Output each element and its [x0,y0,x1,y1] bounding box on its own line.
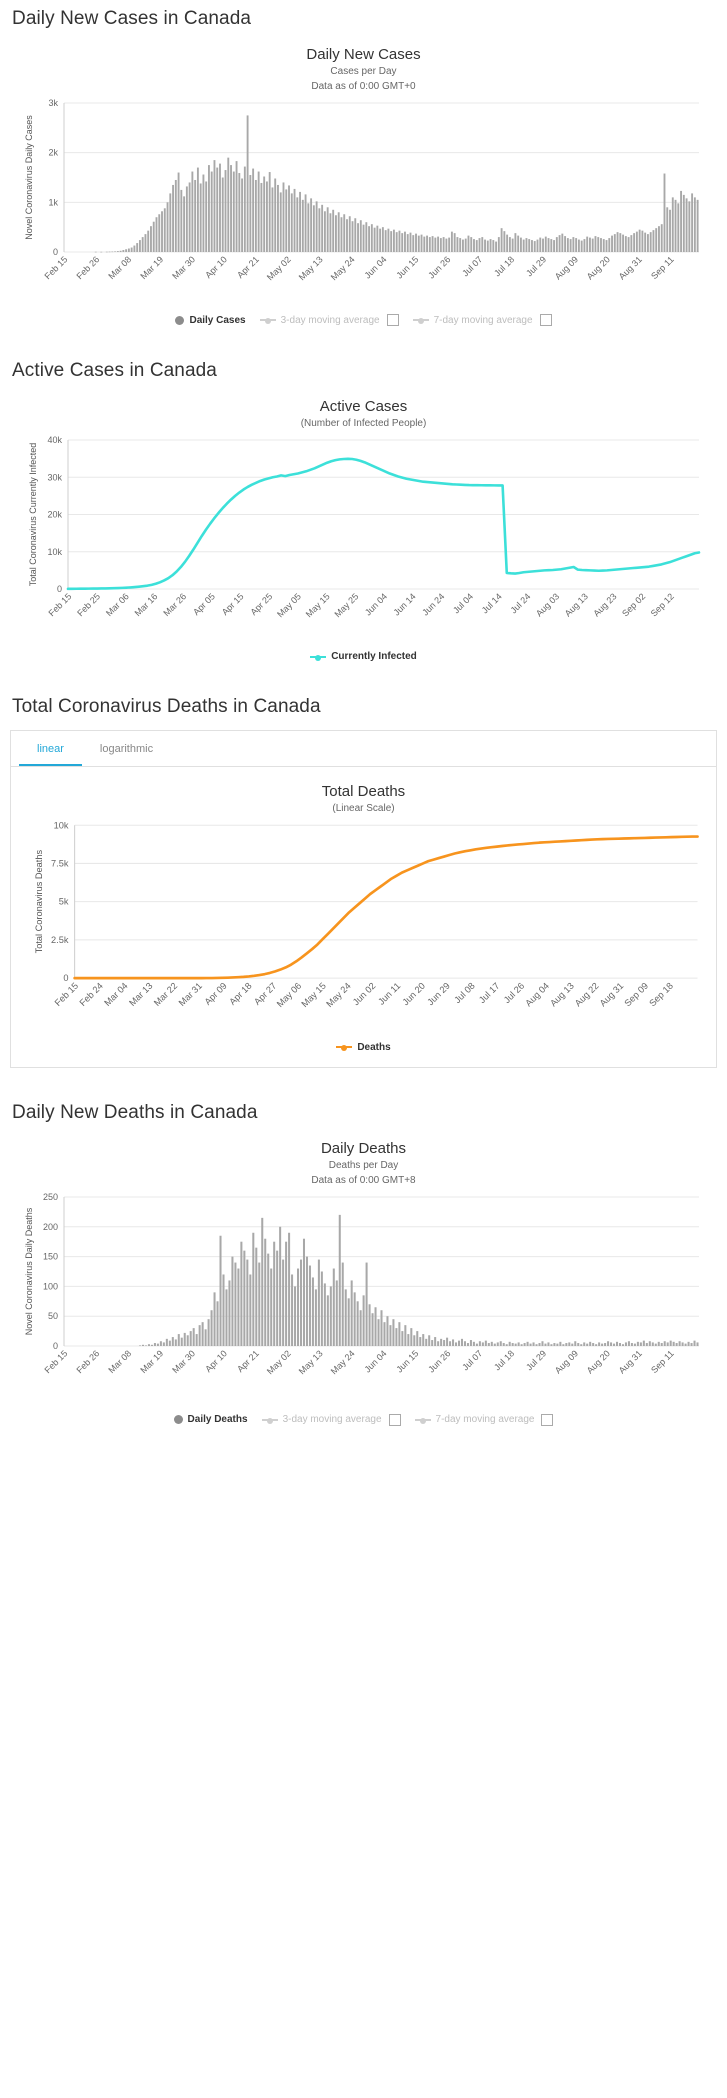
legend-checkbox-7day[interactable] [541,1414,553,1426]
svg-text:Apr 27: Apr 27 [252,980,279,1007]
legend-label: Currently Infected [331,651,417,662]
svg-text:200: 200 [42,1221,58,1232]
legend-label: 3-day moving average [282,1414,382,1426]
svg-text:Jun 14: Jun 14 [391,591,418,618]
svg-text:1k: 1k [48,197,58,208]
chart-title: Active Cases [319,398,408,415]
legend-label: Daily Cases [189,314,246,326]
svg-text:Mar 31: Mar 31 [176,980,205,1009]
legend-line-icon [413,319,429,321]
chart-card-daily-new-cases [10,46,717,326]
svg-text:10k: 10k [47,546,62,557]
svg-text:150: 150 [42,1251,58,1262]
svg-text:Mar 16: Mar 16 [132,591,160,619]
chart-subtitle: (Linear Scale) [332,803,395,814]
svg-text:Sep 11: Sep 11 [649,1347,676,1375]
legend-checkbox-7day[interactable] [540,314,552,326]
legend-label: 7-day moving average [435,1414,535,1426]
section-total-deaths [10,696,717,1068]
svg-text:Feb 24: Feb 24 [77,980,105,1009]
svg-text:2k: 2k [48,147,58,158]
svg-text:Apr 25: Apr 25 [248,591,275,618]
svg-text:Mar 13: Mar 13 [127,980,155,1009]
svg-text:Sep 02: Sep 02 [620,591,648,619]
svg-text:Sep 18: Sep 18 [647,980,676,1009]
page-title-daily-new-cases: Daily New Cases in Canada [12,8,252,29]
svg-text:Feb 25: Feb 25 [75,591,103,619]
svg-text:Jul 18: Jul 18 [492,1347,517,1373]
svg-text:Apr 05: Apr 05 [191,591,217,618]
svg-text:Aug 03: Aug 03 [533,591,562,619]
svg-text:Feb 15: Feb 15 [42,1347,70,1375]
svg-text:Aug 20: Aug 20 [584,254,613,282]
legend-item-deaths[interactable] [336,1042,390,1053]
svg-text:Jun 15: Jun 15 [394,254,421,281]
svg-text:Jul 26: Jul 26 [501,980,527,1006]
svg-text:Mar 26: Mar 26 [161,591,189,619]
plot-active-cases [10,432,717,647]
svg-text:Apr 18: Apr 18 [227,980,254,1007]
plot-svg [10,95,717,310]
svg-text:May 06: May 06 [274,980,304,1010]
svg-text:Mar 19: Mar 19 [138,1347,166,1375]
legend-label: 3-day moving average [280,314,380,326]
legend-line-icon [262,1419,278,1421]
svg-text:2.5k: 2.5k [51,934,69,945]
legend-label: Daily Deaths [187,1414,248,1426]
svg-text:Feb 15: Feb 15 [46,591,74,619]
svg-text:Apr 21: Apr 21 [235,254,261,281]
svg-text:Total Coronavirus Deaths: Total Coronavirus Deaths [33,849,44,954]
legend-line-icon [415,1419,431,1421]
svg-text:Mar 19: Mar 19 [138,254,166,282]
svg-text:3k: 3k [48,98,58,108]
svg-text:Aug 31: Aug 31 [616,254,644,282]
legend-line-icon [336,1046,352,1048]
svg-text:May 05: May 05 [275,591,304,620]
svg-text:Jun 29: Jun 29 [425,980,452,1008]
chart-card-active-cases [10,398,717,662]
svg-text:Sep 09: Sep 09 [622,980,651,1009]
svg-text:5k: 5k [58,896,69,907]
plot-svg [11,817,716,1038]
svg-text:Jul 18: Jul 18 [492,254,517,279]
chart-subtitle-secondary: Data as of 0:00 GMT+8 [311,1174,416,1186]
svg-text:Apr 15: Apr 15 [219,591,246,618]
svg-text:Jun 04: Jun 04 [362,1347,389,1375]
legend-active-cases [10,651,717,662]
svg-text:0: 0 [56,584,62,594]
scale-tabs [11,731,716,767]
svg-text:250: 250 [42,1191,58,1202]
legend-item-7day-avg[interactable] [413,314,552,326]
svg-text:0: 0 [52,247,58,257]
svg-text:Aug 09: Aug 09 [552,1347,581,1376]
svg-text:Feb 15: Feb 15 [42,254,70,282]
svg-text:Jul 29: Jul 29 [524,1347,549,1373]
svg-text:Sep 12: Sep 12 [648,591,677,619]
svg-text:0: 0 [63,973,69,984]
chart-title: Daily New Cases [306,46,421,63]
chart-subtitle-secondary: Data as of 0:00 GMT+0 [311,81,416,92]
section-active-cases [10,360,717,662]
svg-text:Apr 21: Apr 21 [235,1347,261,1374]
svg-text:May 24: May 24 [324,980,353,1010]
svg-text:Jul 07: Jul 07 [460,1347,485,1373]
plot-daily-new-deaths [10,1189,717,1404]
svg-text:Aug 09: Aug 09 [552,254,581,282]
legend-item-7day-avg[interactable] [415,1414,554,1426]
svg-text:May 02: May 02 [264,1347,293,1376]
svg-text:Jun 26: Jun 26 [426,254,453,281]
svg-text:Novel Coronavirus Daily Cases: Novel Coronavirus Daily Cases [24,115,34,240]
legend-item-daily-cases[interactable] [175,315,245,326]
svg-text:Apr 09: Apr 09 [202,980,229,1007]
svg-text:May 25: May 25 [332,591,361,620]
svg-text:Feb 26: Feb 26 [74,1347,102,1375]
svg-text:May 13: May 13 [296,1347,325,1376]
chart-title: Total Deaths [321,783,406,800]
legend-label: Deaths [357,1041,391,1053]
svg-text:Mar 30: Mar 30 [170,1347,198,1375]
svg-text:7.5k: 7.5k [51,858,69,869]
svg-text:Jul 29: Jul 29 [524,254,549,279]
svg-text:Jul 24: Jul 24 [508,591,533,616]
section-daily-new-cases [10,8,717,326]
svg-text:Total Coronavirus Currently In: Total Coronavirus Currently Infected [28,442,38,587]
svg-text:Jul 17: Jul 17 [477,980,502,1006]
legend-dot-icon [174,1415,183,1424]
section-daily-new-deaths [10,1102,717,1426]
svg-text:Jul 04: Jul 04 [451,591,476,616]
svg-text:Feb 15: Feb 15 [52,980,81,1009]
chart-subtitle: (Number of Infected People) [300,418,427,429]
page-title-total-deaths: Total Coronavirus Deaths in Canada [12,696,321,717]
chart-subtitle: Cases per Day [330,66,397,77]
legend-label: 7-day moving average [433,314,533,326]
svg-text:Mar 30: Mar 30 [170,254,198,282]
svg-text:Jun 11: Jun 11 [376,980,403,1007]
plot-svg [10,432,717,647]
svg-text:Mar 08: Mar 08 [106,254,134,282]
svg-text:100: 100 [42,1281,58,1292]
svg-text:Jun 04: Jun 04 [362,254,389,281]
svg-text:Sep 11: Sep 11 [649,254,676,282]
legend-line-icon [310,656,326,658]
svg-text:May 13: May 13 [296,254,325,283]
svg-text:20k: 20k [47,509,62,520]
svg-text:Apr 10: Apr 10 [203,1347,230,1374]
svg-text:50: 50 [47,1310,58,1321]
legend-item-currently-infected[interactable] [310,651,417,662]
svg-text:30k: 30k [47,472,62,483]
svg-text:10k: 10k [53,820,69,831]
page-title-daily-new-deaths: Daily New Deaths in Canada [12,1101,258,1123]
svg-text:Jun 26: Jun 26 [426,1347,453,1375]
svg-text:May 15: May 15 [299,980,328,1010]
tab-logarithmic[interactable]: logarithmic [99,743,154,755]
legend-total-deaths [11,1042,716,1053]
svg-text:Aug 13: Aug 13 [548,980,576,1009]
svg-text:May 24: May 24 [328,1347,357,1376]
plot-daily-new-cases [10,95,717,310]
tab-linear[interactable]: linear [19,731,82,766]
svg-text:Mar 08: Mar 08 [106,1347,134,1375]
legend-item-daily-deaths[interactable] [174,1414,248,1425]
svg-text:May 02: May 02 [264,254,293,283]
chart-title: Daily Deaths [320,1139,407,1157]
svg-text:Mar 22: Mar 22 [151,980,180,1009]
legend-checkbox-3day[interactable] [389,1414,401,1426]
svg-text:Aug 31: Aug 31 [597,980,626,1009]
svg-text:Jul 08: Jul 08 [452,980,477,1006]
svg-text:Jun 24: Jun 24 [420,591,447,618]
svg-text:0: 0 [52,1340,58,1351]
legend-item-3day-avg[interactable] [260,314,399,326]
chart-card-daily-new-deaths [10,1140,717,1426]
svg-text:May 15: May 15 [303,591,332,620]
svg-text:Mar 06: Mar 06 [103,591,131,619]
legend-item-3day-avg[interactable] [262,1414,401,1426]
svg-text:Mar 04: Mar 04 [102,980,130,1009]
svg-text:Aug 23: Aug 23 [591,591,619,619]
svg-text:Jun 04: Jun 04 [362,591,390,618]
plot-svg [10,1189,717,1404]
svg-text:Apr 10: Apr 10 [203,254,230,281]
svg-text:40k: 40k [47,435,62,445]
page-title-active-cases: Active Cases in Canada [12,360,217,381]
svg-text:May 24: May 24 [328,254,357,283]
svg-text:Jul 07: Jul 07 [460,254,485,279]
svg-text:Feb 26: Feb 26 [74,254,102,282]
legend-line-icon [260,319,276,321]
page-root [0,8,727,1426]
svg-text:Aug 22: Aug 22 [572,980,601,1009]
svg-text:Jun 15: Jun 15 [394,1347,421,1375]
legend-checkbox-3day[interactable] [387,314,399,326]
svg-text:Jul 14: Jul 14 [479,591,504,616]
svg-text:Jun 20: Jun 20 [400,980,428,1008]
svg-text:Aug 31: Aug 31 [616,1347,644,1376]
svg-text:Aug 20: Aug 20 [584,1347,613,1376]
legend-daily-new-cases [10,314,717,326]
svg-text:Aug 13: Aug 13 [562,591,590,619]
legend-daily-new-deaths [10,1414,717,1426]
svg-text:Jun 02: Jun 02 [350,980,378,1008]
legend-dot-icon [175,316,184,325]
svg-text:Aug 04: Aug 04 [523,980,552,1009]
svg-text:Novel Coronavirus Daily Deaths: Novel Coronavirus Daily Deaths [24,1207,34,1335]
plot-total-deaths [11,817,716,1038]
chart-card-total-deaths [10,730,717,1068]
chart-subtitle: Deaths per Day [328,1159,399,1171]
